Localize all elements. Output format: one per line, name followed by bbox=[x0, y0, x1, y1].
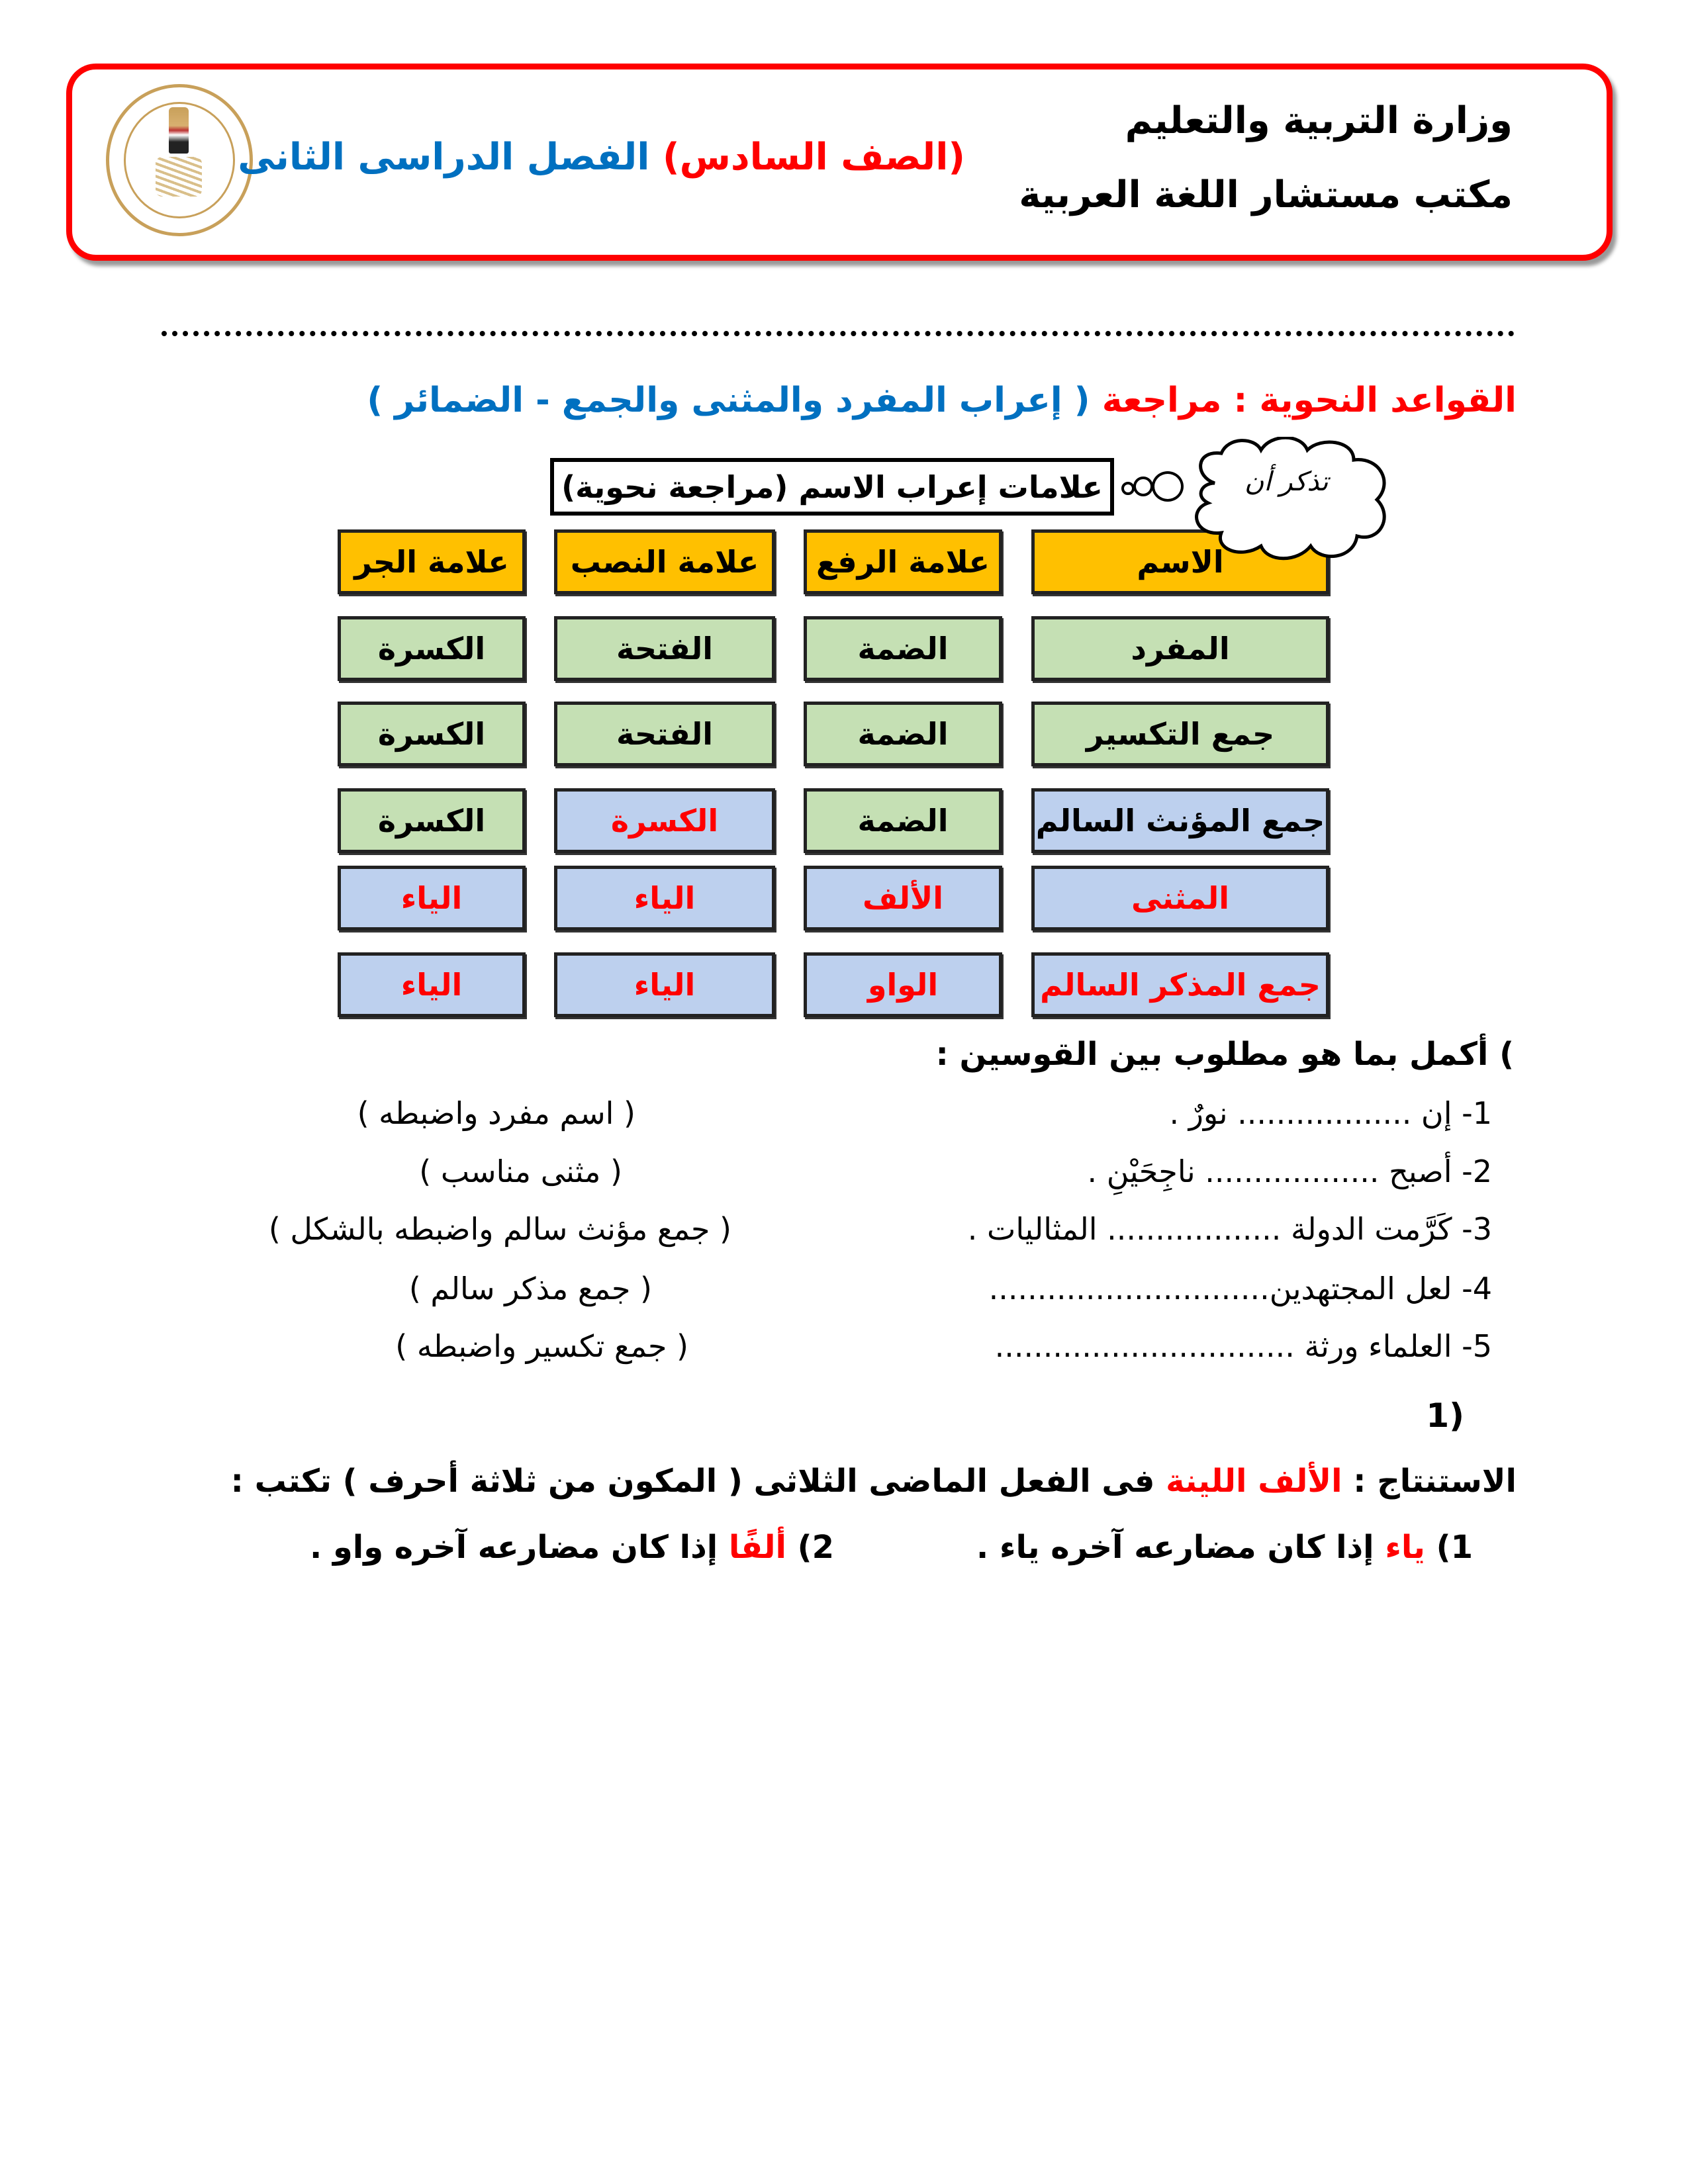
rule-1-number: 1) bbox=[1425, 1529, 1473, 1566]
thought-bubble-dot bbox=[1152, 471, 1184, 502]
rule-2 bbox=[310, 1529, 834, 1566]
table-cell-jarr: الكسرة bbox=[338, 702, 526, 766]
table-cell-jarr: علامة الجر bbox=[338, 529, 526, 594]
table-cell-nasb: الفتحة bbox=[554, 616, 775, 681]
table-cell-noun: جمع المؤنث السالم bbox=[1031, 788, 1329, 853]
exercise-hint: ( جمع تكسير واضبطه ) bbox=[395, 1328, 688, 1364]
rule-1-text: إذا كان مضارعه آخره ياء . bbox=[976, 1529, 1385, 1566]
table-cell-nasb: الكسرة bbox=[554, 788, 775, 853]
grade-term-title bbox=[238, 136, 965, 179]
thought-bubble-dot bbox=[1133, 477, 1153, 496]
heading-topic: ( إعراب المفرد والمثنى والجمع - الضمائر ) bbox=[367, 381, 1090, 420]
exercise-sentence: 3- كَرَّمت الدولة .................. المثاليات . bbox=[967, 1211, 1492, 1247]
table-cell-noun: جمع المذكر السالم bbox=[1031, 952, 1329, 1017]
ministry-name: وزارة التربية والتعليم bbox=[1125, 99, 1513, 142]
table-cell-raf: الضمة bbox=[804, 788, 1002, 853]
table-cell-nasb: الياء bbox=[554, 866, 775, 931]
exercise-hint: ( جمع مؤنث سالم واضبطه بالشكل ) bbox=[268, 1211, 731, 1247]
table-cell-raf: الضمة bbox=[804, 616, 1002, 681]
section-number: (1 bbox=[1426, 1396, 1464, 1435]
table-cell-noun: المفرد bbox=[1031, 616, 1329, 681]
exercise-instruction: ) أكمل بما هو مطلوب بين القوسين : bbox=[935, 1036, 1514, 1073]
exercise-hint: ( جمع مذكر سالم ) bbox=[408, 1271, 652, 1306]
table-cell-noun: الاسم bbox=[1031, 529, 1329, 594]
conclusion bbox=[231, 1463, 1517, 1500]
conclusion-text: فى الفعل الماضى الثلاثى ( المكون من ثلاثة أحرف ) تكتب : bbox=[230, 1463, 1166, 1500]
office-name: مكتب مستشار اللغة العربية bbox=[1019, 173, 1513, 216]
exercise-hint: ( مثنى مناسب ) bbox=[419, 1154, 622, 1189]
marks-title-box: علامات إعراب الاسم (مراجعة نحوية) bbox=[550, 458, 1114, 516]
rule-2-key: ألفًا bbox=[728, 1529, 786, 1566]
table-cell-nasb: الفتحة bbox=[554, 702, 775, 766]
table-cell-jarr: الكسرة bbox=[338, 788, 526, 853]
exercise-sentence: 1- إن .................. نورٌ . bbox=[1169, 1095, 1492, 1131]
rule-1 bbox=[976, 1529, 1473, 1566]
thought-cloud-icon bbox=[1188, 437, 1400, 563]
table-cell-nasb: الياء bbox=[554, 952, 775, 1017]
table-cell-raf: الضمة bbox=[804, 702, 1002, 766]
divider bbox=[162, 331, 1515, 336]
section-heading bbox=[367, 381, 1517, 420]
conclusion-highlight: الألف اللينة bbox=[1166, 1463, 1342, 1500]
table-cell-noun: المثنى bbox=[1031, 866, 1329, 931]
table-cell-jarr: الياء bbox=[338, 952, 526, 1017]
exercise-hint: ( اسم مفرد واضبطه ) bbox=[357, 1095, 635, 1131]
table-cell-raf: الألف bbox=[804, 866, 1002, 931]
cloud-text: تذكر أن bbox=[1244, 467, 1329, 497]
table-cell-jarr: الياء bbox=[338, 866, 526, 931]
table-cell-nasb: علامة النصب bbox=[554, 529, 775, 594]
table-cell-raf: الواو bbox=[804, 952, 1002, 1017]
table-cell-raf: علامة الرفع bbox=[804, 529, 1002, 594]
ministry-logo bbox=[106, 84, 253, 236]
term: الفصل الدراسى الثانى bbox=[238, 136, 650, 179]
rule-2-number: 2) bbox=[786, 1529, 834, 1566]
rule-2-text: إذا كان مضارعه آخره واو . bbox=[310, 1529, 729, 1566]
conclusion-label: الاستنتاج : bbox=[1342, 1463, 1517, 1500]
exercise-sentence: 4- لعل المجتهدين............................. bbox=[988, 1271, 1492, 1306]
exercise-sentence: 2- أصبح .................. ناجِحَيْنِ . bbox=[1087, 1154, 1492, 1189]
rule-1-key: ياء bbox=[1385, 1529, 1425, 1566]
table-cell-noun: جمع التكسير bbox=[1031, 702, 1329, 766]
eagle-emblem-icon bbox=[169, 107, 189, 154]
thought-bubble-dot bbox=[1121, 482, 1135, 495]
grade: (الصف السادس) bbox=[662, 136, 965, 179]
heading-prefix: القواعد النحوية : مراجعة bbox=[1102, 381, 1517, 420]
table-cell-jarr: الكسرة bbox=[338, 616, 526, 681]
exercise-sentence: 5- العلماء ورثة ............................... bbox=[994, 1328, 1492, 1364]
